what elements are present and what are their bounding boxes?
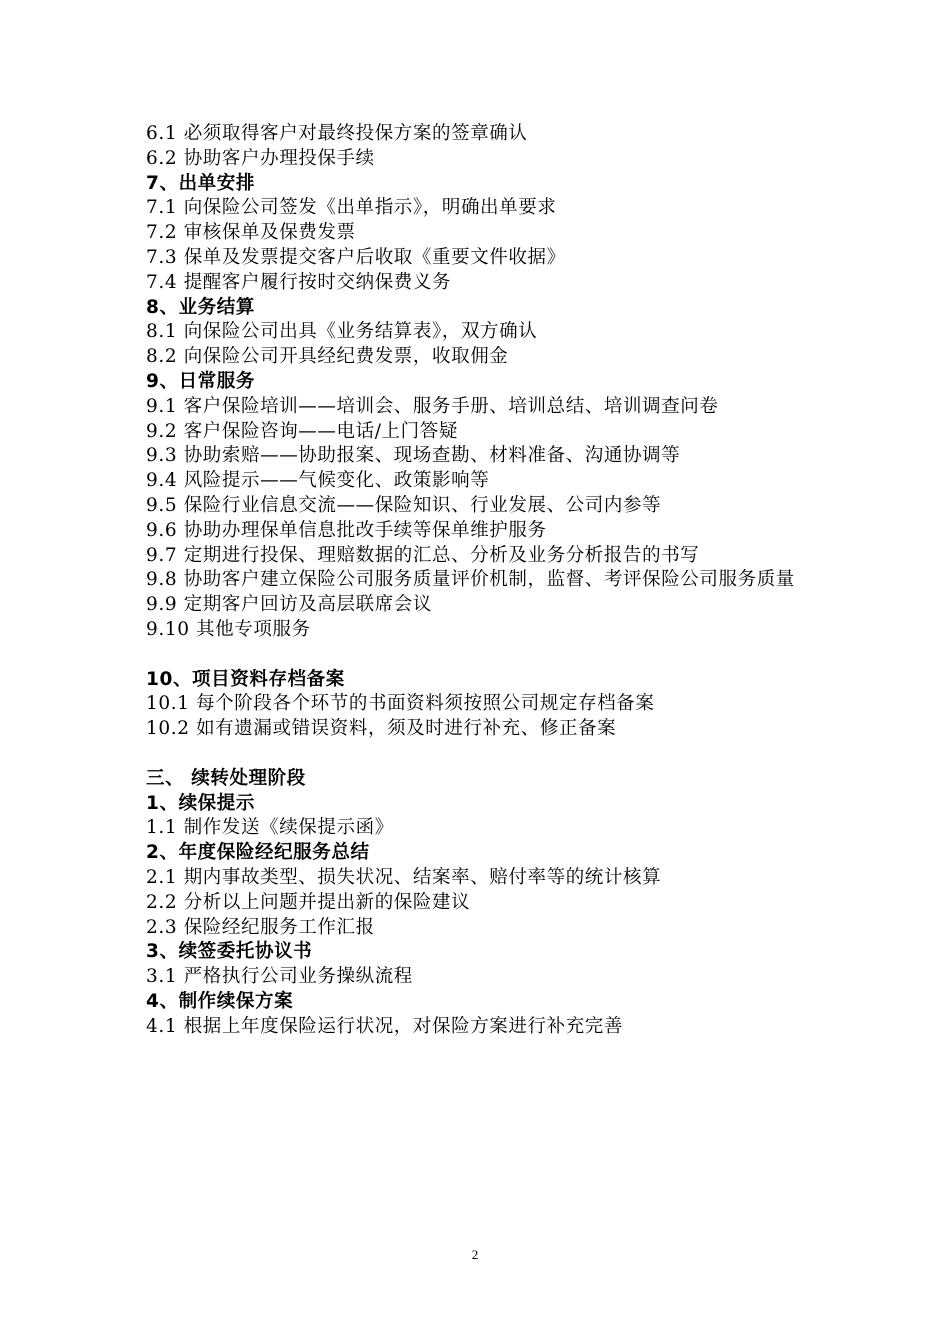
list-item: 8.2 向保险公司开具经纪费发票，收取佣金 [146, 346, 509, 368]
section-heading: 7、出单安排 [146, 172, 255, 194]
blank-line [146, 643, 846, 668]
list-item: 7.1 向保险公司签发《出单指示》，明确出单要求 [146, 197, 557, 219]
page-number: 2 [471, 1247, 479, 1262]
section-heading: 1、续保提示 [146, 792, 255, 814]
section-heading: 三、 续转处理阶段 [146, 767, 306, 789]
list-item: 7.3 保单及发票提交客户后收取《重要文件收据》 [146, 246, 566, 268]
list-item: 7.4 提醒客户履行按时交纳保费义务 [146, 271, 452, 293]
list-item: 2.2 分析以上问题并提出新的保险建议 [146, 891, 471, 913]
section-heading: 9、日常服务 [146, 370, 255, 392]
section-heading: 10、项目资料存档备案 [146, 668, 345, 690]
list-item: 2.3 保险经纪服务工作汇报 [146, 916, 375, 938]
list-item: 9.3 协助索赔——协助报案、现场查勘、材料准备、沟通协调等 [146, 445, 681, 467]
blank-line [146, 742, 846, 767]
document-body [146, 122, 846, 1039]
section-heading: 2、年度保险经纪服务总结 [146, 842, 370, 864]
list-item: 6.2 协助客户办理投保手续 [146, 147, 375, 169]
list-item: 9.5 保险行业信息交流——保险知识、行业发展、公司内参等 [146, 494, 662, 516]
list-item: 6.1 必须取得客户对最终投保方案的签章确认 [146, 123, 528, 144]
section-heading: 8、业务结算 [146, 296, 255, 318]
list-item: 10.2 如有遗漏或错误资料，须及时进行补充、修正备案 [146, 718, 617, 740]
list-item: 9.9 定期客户回访及高层联席会议 [146, 594, 433, 616]
list-item: 9.1 客户保险培训——培训会、服务手册、培训总结、培训调查问卷 [146, 395, 719, 417]
section-heading: 4、制作续保方案 [146, 990, 294, 1012]
list-item: 4.1 根据上年度保险运行状况，对保险方案进行补充完善 [146, 1015, 624, 1037]
list-item: 10.1 每个阶段各个环节的书面资料须按照公司规定存档备案 [146, 693, 655, 715]
list-item: 2.1 期内事故类型、损失状况、结案率、赔付率等的统计核算 [146, 866, 662, 888]
list-item: 9.6 协助办理保单信息批改手续等保单维护服务 [146, 519, 547, 541]
list-item: 1.1 制作发送《续保提示函》 [146, 817, 394, 839]
list-item: 9.7 定期进行投保、理赔数据的汇总、分析及业务分析报告的书写 [146, 544, 700, 566]
list-item: 9.2 客户保险咨询——电话/上门答疑 [146, 420, 458, 442]
list-item: 3.1 严格执行公司业务操纵流程 [146, 966, 413, 988]
list-item: 9.8 协助客户建立保险公司服务质量评价机制，监督、考评保险公司服务质量 [146, 569, 795, 591]
list-item: 7.2 审核保单及保费发票 [146, 222, 356, 244]
list-item: 9.4 风险提示——气候变化、政策影响等 [146, 470, 490, 492]
list-item: 8.1 向保险公司出具《业务结算表》，双方确认 [146, 321, 538, 343]
section-heading: 3、续签委托协议书 [146, 941, 313, 963]
list-item: 9.10 其他专项服务 [146, 618, 311, 640]
